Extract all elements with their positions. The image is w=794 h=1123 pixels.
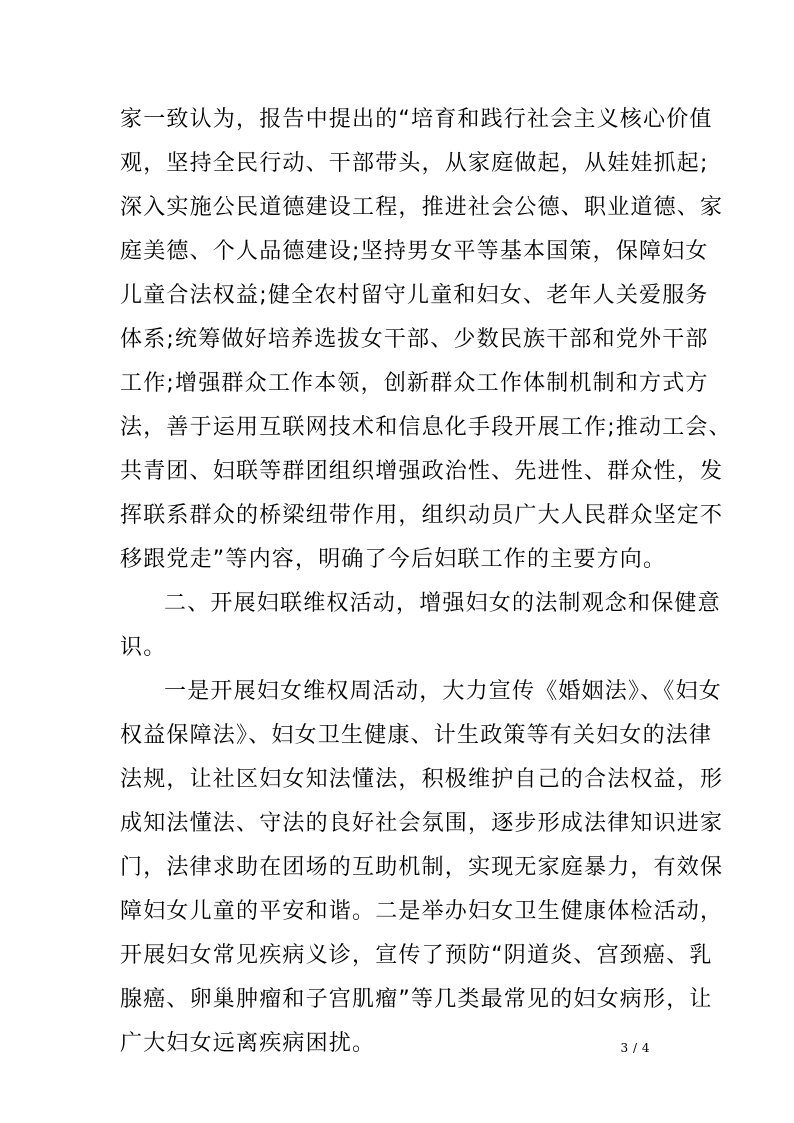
body-text-line: 障妇女儿童的平安和谐。二是举办妇女卫生健康体检活动，: [120, 899, 724, 924]
paragraph-end-line: 广大妇女远离疾病困扰。: [120, 1031, 376, 1056]
body-text-line: 庭美德、个人品德建设;坚持男女平等基本国策，保障妇女: [120, 239, 709, 264]
body-text-line: 共青团、妇联等群团组织增强政治性、先进性、群众性，发: [120, 459, 724, 484]
body-text-line: 门，法律求助在团场的互助机制，实现无家庭暴力，有效保: [120, 855, 724, 880]
section-heading-end-line: 识。: [120, 635, 167, 660]
body-text-line: 法规，让社区妇女知法懂法，积极维护自己的合法权益，形: [120, 767, 724, 792]
body-text-line: 体系;统筹做好培养选拔女干部、少数民族干部和党外干部: [120, 327, 709, 352]
page-number: 3 / 4: [620, 1041, 650, 1055]
body-text-line: 法，善于运用互联网技术和信息化手段开展工作;推动工会、: [120, 415, 732, 440]
body-text-line: 挥联系群众的桥梁纽带作用，组织动员广大人民群众坚定不: [120, 503, 724, 528]
body-text-line: 腺癌、卵巢肿瘤和子宫肌瘤”等几类最常见的妇女病形，让: [120, 987, 713, 1012]
section-heading-line: 二、开展妇联维权活动，增强妇女的法制观念和保健意: [164, 591, 721, 616]
body-text-line: 家一致认为，报告中提出的“培育和践行社会主义核心价值: [120, 107, 713, 132]
body-text-line: 开展妇女常见疾病义诊，宣传了预防“阴道炎、宫颈癌、乳: [120, 943, 713, 968]
body-text-line: 权益保障法》、妇女卫生健康、计生政策等有关妇女的法律: [120, 723, 713, 748]
body-text-line: 深入实施公民道德建设工程，推进社会公德、职业道德、家: [120, 195, 724, 220]
paragraph-end-line: 移跟党走”等内容，明确了今后妇联工作的主要方向。: [120, 547, 667, 572]
body-text-line: 工作;增强群众工作本领，创新群众工作体制机制和方式方: [120, 371, 709, 396]
body-text-line: 儿童合法权益;健全农村留守儿童和妇女、老年人关爱服务: [120, 283, 709, 308]
body-text-line: 成知法懂法、守法的良好社会氛围，逐步形成法律知识进家: [120, 811, 724, 836]
paragraph-start-line: 一是开展妇女维权周活动，大力宣传《婚姻法》、《妇女: [164, 679, 723, 704]
body-text-line: 观，坚持全民行动、干部带头，从家庭做起，从娃娃抓起;: [120, 151, 709, 176]
